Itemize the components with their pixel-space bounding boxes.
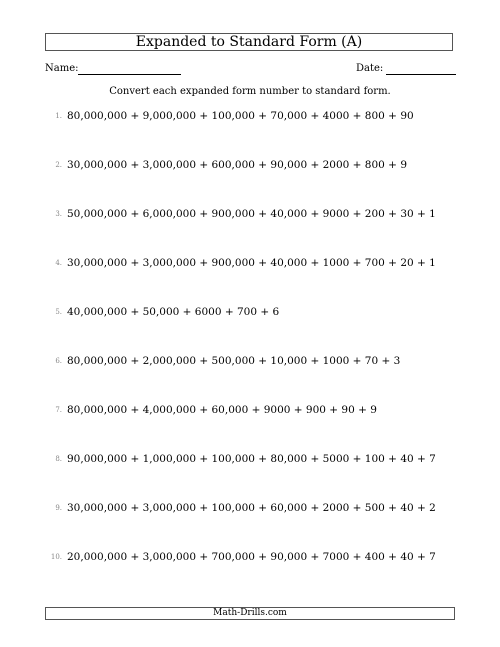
problem-expression: 50,000,000 + 6,000,000 + 900,000 + 40,000 + 9000 + 200 + 30 + 1 (67, 208, 436, 220)
footer-site-name: Math-Drills.com (213, 608, 287, 618)
problem-number: 7. (55, 406, 62, 414)
footer (45, 607, 455, 620)
problem-number: 6. (55, 357, 62, 365)
problem-expression: 30,000,000 + 3,000,000 + 600,000 + 90,000 + 2000 + 800 + 9 (67, 159, 407, 171)
problem-item (45, 403, 465, 452)
problem-number: 10. (50, 553, 62, 561)
instructions: Convert each expanded form number to standard form. (109, 86, 391, 97)
problem-item (45, 158, 465, 207)
problem-item (45, 207, 465, 256)
problem-number: 1. (55, 112, 62, 120)
problem-expression: 80,000,000 + 2,000,000 + 500,000 + 10,000 + 1000 + 70 + 3 (67, 355, 401, 367)
problem-expression: 20,000,000 + 3,000,000 + 700,000 + 90,000 + 7000 + 400 + 40 + 7 (67, 551, 436, 563)
problem-expression: 90,000,000 + 1,000,000 + 100,000 + 80,000 + 5000 + 100 + 40 + 7 (67, 453, 436, 465)
problem-number: 4. (55, 259, 62, 267)
problem-expression: 80,000,000 + 9,000,000 + 100,000 + 70,000 + 4000 + 800 + 90 (67, 110, 414, 122)
problem-list (45, 109, 465, 599)
problem-number: 3. (55, 210, 62, 218)
problem-number: 2. (55, 161, 62, 169)
problem-expression: 30,000,000 + 3,000,000 + 900,000 + 40,000 + 1000 + 700 + 20 + 1 (67, 257, 436, 269)
date-blank-line (386, 74, 456, 75)
problem-expression: 40,000,000 + 50,000 + 6000 + 700 + 6 (67, 306, 280, 318)
problem-number: 5. (55, 308, 62, 316)
worksheet-title (45, 33, 453, 51)
date-label: Date: (356, 63, 384, 74)
problem-item (45, 501, 465, 550)
worksheet-title-text: Expanded to Standard Form (A) (135, 34, 363, 50)
problem-expression: 30,000,000 + 3,000,000 + 100,000 + 60,000 + 2000 + 500 + 40 + 2 (67, 502, 436, 514)
name-label: Name: (45, 63, 79, 74)
problem-item (45, 256, 465, 305)
problem-item (45, 354, 465, 403)
problem-item (45, 305, 465, 354)
problem-item (45, 550, 465, 599)
problem-expression: 80,000,000 + 4,000,000 + 60,000 + 9000 + 900 + 90 + 9 (67, 404, 377, 416)
problem-number: 8. (55, 455, 62, 463)
name-blank-line (78, 74, 181, 75)
name-date-row (45, 62, 455, 78)
problem-item (45, 452, 465, 501)
problem-number: 9. (55, 504, 62, 512)
problem-item (45, 109, 465, 158)
